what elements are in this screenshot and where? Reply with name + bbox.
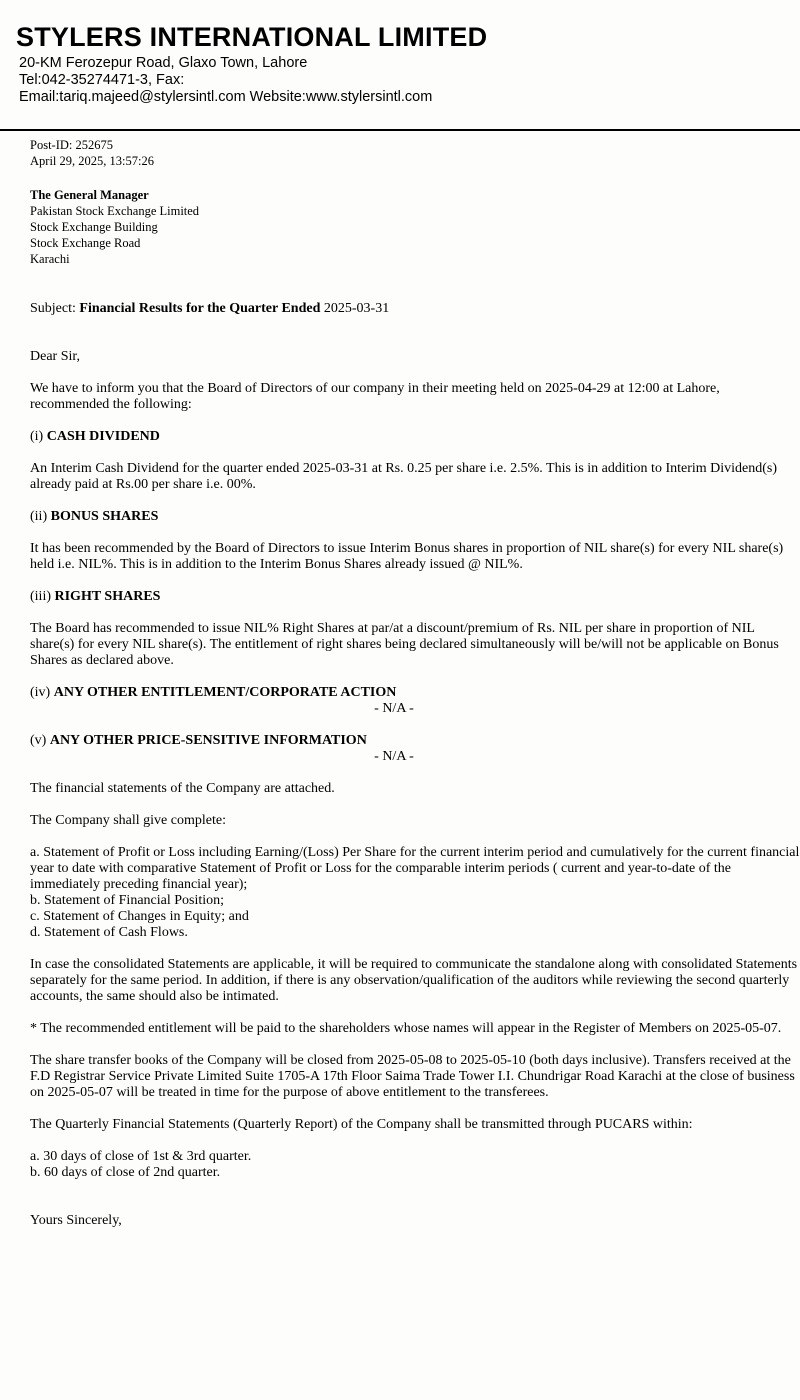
pucars-list — [30, 1149, 800, 1181]
letter-body — [30, 137, 800, 1229]
pucars-paragraph: The Quarterly Financial Statements (Quarterly Report) of the Company shall be transmitted through PUCARS within: — [30, 1117, 693, 1132]
price-sensitive-value: - N/A - — [374, 749, 414, 764]
cash-dividend-heading: (i) CASH DIVIDEND — [30, 429, 160, 444]
right-shares-body: The Board has recommended to issue NIL% Right Shares at par/at a discount/premium of Rs. NIL per share in proportion of NIL share(s) for every NIL share(s). The entitlement of right shares being declared simultaneously will be/will not be applicable on Bonus Shares as declared above. — [30, 621, 779, 668]
shall-give: The Company shall give complete: — [30, 813, 226, 828]
recipient-block — [30, 187, 800, 267]
list-item: b. Statement of Financial Position; — [30, 893, 225, 908]
subject-label: Subject: — [30, 301, 76, 316]
salutation: Dear Sir, — [30, 349, 80, 364]
recipient-line: Stock Exchange Road — [30, 236, 141, 250]
right-shares-heading: (iii) RIGHT SHARES — [30, 589, 161, 604]
company-tel-fax: Tel:042-35274471-3, Fax: — [19, 72, 185, 88]
company-address: 20-KM Ferozepur Road, Glaxo Town, Lahore — [19, 55, 308, 71]
company-email-website: Email:tariq.majeed@stylersintl.com Website:www.stylersintl.com — [19, 89, 433, 105]
cash-dividend-body: An Interim Cash Dividend for the quarter ended 2025-03-31 at Rs. 0.25 per share i.e. 2.5%. This is in addition to Interim Dividend(s) already paid at Rs.00 per share i.e. 00%. — [30, 461, 778, 492]
price-sensitive-heading: (v) ANY OTHER PRICE-SENSITIVE INFORMATION — [30, 733, 367, 748]
other-entitlement-heading: (iv) ANY OTHER ENTITLEMENT/CORPORATE ACTION — [30, 685, 397, 700]
recipient-line: Pakistan Stock Exchange Limited — [30, 204, 200, 218]
recipient-title: The General Manager — [30, 188, 149, 202]
subject-text: Financial Results for the Quarter Ended — [79, 301, 321, 316]
list-item: c. Statement of Changes in Equity; and — [30, 909, 249, 924]
list-item: b. 60 days of close of 2nd quarter. — [30, 1165, 221, 1180]
company-name: STYLERS INTERNATIONAL LIMITED — [16, 22, 488, 52]
entitlement-note: * The recommended entitlement will be paid to the shareholders whose names will appear in the Register of Members on 2025-05-07. — [30, 1021, 782, 1036]
list-item: a. 30 days of close of 1st & 3rd quarter. — [30, 1149, 252, 1164]
statements-list — [30, 845, 800, 941]
closing: Yours Sincerely, — [30, 1213, 122, 1228]
bonus-shares-body: It has been recommended by the Board of Directors to issue Interim Bonus shares in proportion of NIL share(s) for every NIL share(s) held i.e. NIL%. This is in addition to the Interim Bonus Shares already issued @ NIL%. — [30, 541, 784, 572]
recipient-line: Stock Exchange Building — [30, 220, 158, 234]
recipient-line: Karachi — [30, 252, 70, 266]
intro-paragraph: We have to inform you that the Board of Directors of our company in their meeting held on 2025-04-29 at 12:00 at Lahore, recommended the following: — [30, 381, 720, 412]
bonus-shares-heading: (ii) BONUS SHARES — [30, 509, 159, 524]
other-entitlement-value: - N/A - — [374, 701, 414, 716]
consolidated-paragraph: In case the consolidated Statements are applicable, it will be required to communicate the standalone along with consolidated Statements separately for the same period. In addition, if there is any observation/qualification of the auditors while reviewing the second quarterly accounts, the same should also be intimated. — [30, 957, 798, 1004]
statements-attached: The financial statements of the Company are attached. — [30, 781, 335, 796]
subject-line — [30, 301, 800, 317]
subject-date: 2025-03-31 — [323, 301, 390, 316]
list-item: d. Statement of Cash Flows. — [30, 925, 188, 940]
post-timestamp: April 29, 2025, 13:57:26 — [30, 154, 154, 168]
letterhead — [0, 0, 800, 131]
book-closure-paragraph: The share transfer books of the Company will be closed from 2025-05-08 to 2025-05-10 (both days inclusive). Transfers received at the F.D Registrar Service Private Limited Suite 1705-A 17th Floor Saima Trade Tower I.I. Chundrigar Road Karachi at the close of business on 2025-05-07 will be treated in time for the purpose of above entitlement to the transferees. — [30, 1053, 795, 1100]
list-item: a. Statement of Profit or Loss including Earning/(Loss) Per Share for the current interim period and cumulatively for the current financial year to date with comparative Statement of Profit or Loss for the comparable interim periods ( current and year-to-date of the immediately preceding financial year); — [30, 845, 800, 892]
post-id: Post-ID: 252675 — [30, 138, 113, 152]
